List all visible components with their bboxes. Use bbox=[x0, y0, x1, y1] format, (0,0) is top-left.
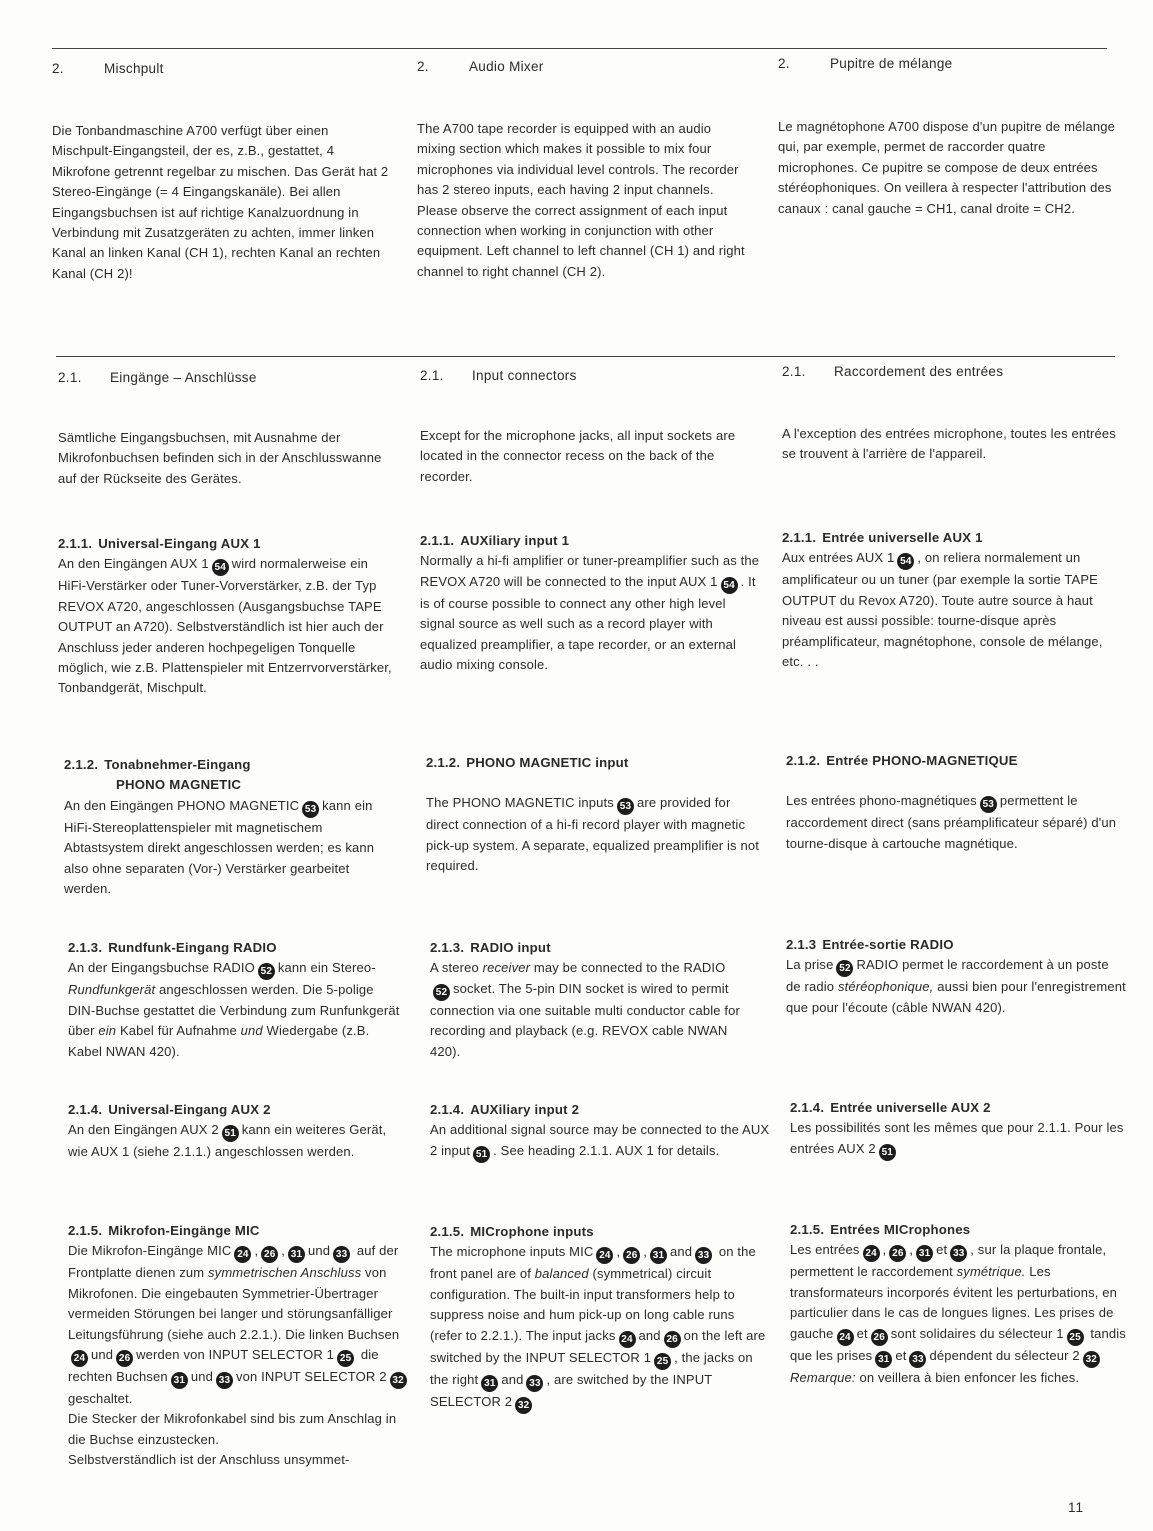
ref-marker: 33 bbox=[950, 1245, 967, 1262]
ref-marker: 26 bbox=[261, 1246, 278, 1263]
block-215-de: 2.1.5. Mikrofon-Eingänge MIC Die Mikrofon-Eingänge MIC 24 , 26 , 31 und 33 auf der Frontplatte dienen zum symmetrischen Anschluss von Mikrofonen. Die eingebauten Symmetrier-Übertrager vermeiden Störungen bei langer und störungsanfälliger Leitungsführung (siehe auch 2.2.1.). Die linken Buchsen24 und 26 werden von INPUT SELECTOR 1 25 die rechten Buchsen 31 und 33 von INPUT SELECTOR 2 32geschaltet. Die Stecker der Mikrofonkabel sind bis zum Anschlag in die Buchse einzustecken. Selbstverständlich ist der Anschluss unsymmet- bbox=[68, 1221, 410, 1471]
ref-marker: 52 bbox=[836, 960, 853, 977]
block-215-fr: 2.1.5. Entrées MICrophones Les entrées 24 , 26 , 31 et 33 , sur la plaque frontale, permettent le raccordement symétrique. Les transformateurs incorporés évitent les perturbations, en particulier dans le cas de longues lignes. Les prises de gauche 24 et 26 sont solidaires du sélecteur 1 25 tandis que les prises 31 et 33 dépendent du sélecteur 2 32 Remarque: on veillera à bien enfoncer les fiches. bbox=[790, 1222, 1126, 1385]
section-rule bbox=[56, 356, 1115, 357]
block-215-en: 2.1.5. MICrophone inputs The microphone inputs MIC 24 , 26 , 31 and 33 on the front panel are of balanced (symmetrical) circuit configuration. The built-in input transformers help to suppress noise and hum pick-up on long cable runs (refer to 2.2.1.). The input jacks 24 and 26 on the left are switched by the INPUT SELECTOR 1 25 , the jacks on the right 31 and 33 , are switched by the INPUT SELECTOR 2 32 bbox=[430, 1222, 770, 1414]
page-number: 11 bbox=[1068, 1500, 1085, 1515]
heading-2-fr: 2. Pupitre de mélange bbox=[778, 56, 953, 71]
block-211-en: 2.1.1. AUXiliary input 1 Normally a hi-fi amplifier or tuner-preamplifier such as the REVOX A720 will be connected to the input AUX 1 54 . It is of course possible to connect any other high level signal source as well such as a record player with equalized preamplifier, a tape recorder, or an external audio mixing console. bbox=[420, 533, 760, 673]
ref-marker: 26 bbox=[664, 1331, 681, 1348]
ref-marker: 33 bbox=[333, 1246, 350, 1263]
heading-21-de: 2.1. Eingänge – Anschlüsse bbox=[58, 370, 257, 385]
block-214-en: 2.1.4. AUXiliary input 2 An additional signal source may be connected to the AUX 2 input 51 . See heading 2.1.1. AUX 1 for details. bbox=[430, 1100, 770, 1163]
ref-marker: 26 bbox=[871, 1329, 888, 1346]
ref-marker: 53 bbox=[617, 798, 634, 815]
ref-marker: 54 bbox=[212, 559, 229, 576]
ref-marker: 31 bbox=[288, 1246, 305, 1263]
block-212-de: 2.1.2. Tonabnehmer-Eingang PHONO MAGNETIC An den Eingängen PHONO MAGNETIC 53 kann ein HiFi-Stereoplattenspieler mit magnetischem Abtastsystem direkt angeschlossen werden; es kann also ohne separaten (Vor-) Verstärker gearbeitet werden. bbox=[64, 757, 375, 897]
ref-marker: 24 bbox=[234, 1246, 251, 1263]
block-214-de: 2.1.4. Universal-Eingang AUX 2 An den Eingängen AUX 2 51 kann ein weiteres Gerät, wie AUX 1 (siehe 2.1.1.) angeschlossen werden. bbox=[68, 1102, 387, 1160]
ref-marker: 24 bbox=[71, 1350, 88, 1367]
ref-marker: 24 bbox=[837, 1329, 854, 1346]
ref-marker: 31 bbox=[875, 1351, 892, 1368]
heading-2-de: 2. Mischpult bbox=[52, 61, 164, 76]
heading-21-fr: 2.1. Raccordement des entrées bbox=[782, 364, 1004, 379]
ref-marker: 31 bbox=[916, 1245, 933, 1262]
block-212-en: 2.1.2. PHONO MAGNETIC input The PHONO MAGNETIC inputs 53 are provided for direct connection of a hi-fi record player with magnetic pick-up system. A separate, equalized preamplifier is not required. bbox=[426, 755, 759, 874]
text-21-en: Except for the microphone jacks, all input sockets are located in the connector recess on the back of the recorder. bbox=[420, 428, 736, 484]
block-211-de: 2.1.1. Universal-Eingang AUX 1 An den Eingängen AUX 1 54 wird normalerweise ein HiFi-Verstärker oder Tuner-Vorverstärker, z.B. der Typ REVOX A720, angeschlossen (Ausgangsbuchse TAPE OUTPUT an A720). Selbstverständlich ist hier auch der Anschluss jeder anderen hochpegeligen Tonquelle möglich, wie z.B. Plattenspieler mit Entzerrvorverstärker, Tonbandgerät, Mischpult. bbox=[58, 536, 392, 696]
ref-marker: 32 bbox=[1083, 1351, 1100, 1368]
ref-marker: 31 bbox=[650, 1247, 667, 1264]
heading-2-en: 2. Audio Mixer bbox=[417, 59, 544, 74]
ref-marker: 54 bbox=[721, 577, 738, 594]
block-213-en: 2.1.3. RADIO input A stereo receiver may be connected to the RADIO52 socket. The 5-pin DIN socket is wired to permit connection via one suitable multi conductor cable for recording and playback (e.g. REVOX cable NWAN 420). bbox=[430, 940, 741, 1059]
ref-marker: 52 bbox=[258, 963, 275, 980]
text-2-en: The A700 tape recorder is equipped with an audio mixing section which makes it possible to mix four microphones via individual level controls. The recorder has 2 stereo inputs, each having 2 input channels. Please observe the correct assignment of each input connection when working in conjunction with other equipment. Left channel to left channel (CH 1) and right channel to right channel (CH 2). bbox=[417, 121, 745, 279]
ref-marker: 32 bbox=[390, 1372, 407, 1389]
ref-marker: 33 bbox=[909, 1351, 926, 1368]
ref-marker: 52 bbox=[433, 984, 450, 1001]
ref-marker: 54 bbox=[897, 553, 914, 570]
ref-marker: 25 bbox=[337, 1350, 354, 1367]
text-21-de: Sämtliche Eingangsbuchsen, mit Ausnahme der Mikrofonbuchsen befinden sich in der Anschlusswanne auf der Rückseite des Gerätes. bbox=[58, 430, 382, 486]
ref-marker: 33 bbox=[695, 1247, 712, 1264]
text-2-de: Die Tonbandmaschine A700 verfügt über einen Mischpult-Eingangsteil, der es, z.B., gestattet, 4 Mikrofone getrennt regelbar zu mischen. Das Gerät hat 2 Stereo-Eingänge (= 4 Eingangskanäle). Bei allen Eingangsbuchsen ist auf richtige Kanalzuordnung in Verbindung mit Zusatzgeräten zu achten, immer linken Kanal an linken Kanal (CH 1), rechten Kanal an rechten Kanal (CH 2)! bbox=[52, 123, 389, 281]
ref-marker: 25 bbox=[654, 1353, 671, 1370]
text-2-fr: Le magnétophone A700 dispose d'un pupitre de mélange qui, par exemple, permet de raccorder quatre microphones. Ce pupitre se compose de deux entrées stéréophoniques. On veillera à respecter l'attribution des canaux : canal gauche = CH1, canal droite = CH2. bbox=[778, 119, 1115, 216]
ref-marker: 24 bbox=[619, 1331, 636, 1348]
ref-marker: 24 bbox=[596, 1247, 613, 1264]
block-214-fr: 2.1.4. Entrée universelle AUX 2 Les possibilités sont les mêmes que pour 2.1.1. Pour les entrées AUX 2 51 bbox=[790, 1098, 1135, 1161]
ref-marker: 26 bbox=[116, 1350, 133, 1367]
block-212-fr: 2.1.2. Entrée PHONO-MAGNETIQUE Les entrées phono-magnétiques 53 permettent le raccordement direct (sans préamplificateur séparé) d'un tourne-disque à cartouche magnétique. bbox=[786, 753, 1117, 851]
top-rule bbox=[52, 48, 1107, 49]
ref-marker: 51 bbox=[879, 1144, 896, 1161]
text-21-fr: A l'exception des entrées microphone, toutes les entrées se trouvent à l'arrière de l'appareil. bbox=[782, 426, 1116, 462]
ref-marker: 31 bbox=[481, 1375, 498, 1392]
ref-marker: 53 bbox=[980, 796, 997, 813]
heading-21-en: 2.1. Input connectors bbox=[420, 368, 577, 383]
ref-marker: 26 bbox=[623, 1247, 640, 1264]
ref-marker: 31 bbox=[171, 1372, 188, 1389]
ref-marker: 33 bbox=[216, 1372, 233, 1389]
block-213-de: 2.1.3. Rundfunk-Eingang RADIO An der Eingangsbuchse RADIO 52 kann ein Stereo-Rundfunkgerät angeschlossen werden. Die 5-polige DIN-Buchse gestattet die Verbindung zum Runfunkgerät über ein Kabel für Aufnahme und Wiedergabe (z.B. Kabel NWAN 420). bbox=[68, 940, 400, 1059]
block-211-fr: 2.1.1. Entrée universelle AUX 1 Aux entrées AUX 1 54 , on reliera normalement un amplificateur ou un tuner (par exemple la sortie TAPE OUTPUT du Revox A720). Toute autre source à haut niveau est aussi possible: tourne-disque après préamplificateur, magnétophone, console de mélange, etc. . . bbox=[782, 530, 1103, 670]
ref-marker: 51 bbox=[473, 1146, 490, 1163]
ref-marker: 24 bbox=[863, 1245, 880, 1262]
ref-marker: 26 bbox=[889, 1245, 906, 1262]
ref-marker: 25 bbox=[1067, 1329, 1084, 1346]
ref-marker: 32 bbox=[515, 1397, 532, 1414]
block-213-fr: 2.1.3 Entrée-sortie RADIO La prise 52 RADIO permet le raccordement à un poste de radio stéréophonique, aussi bien pour l'enregistrement que pour l'écoute (câble NWAN 420). bbox=[786, 937, 1126, 1015]
ref-marker: 33 bbox=[526, 1375, 543, 1392]
ref-marker: 53 bbox=[302, 801, 319, 818]
ref-marker: 51 bbox=[222, 1125, 239, 1142]
